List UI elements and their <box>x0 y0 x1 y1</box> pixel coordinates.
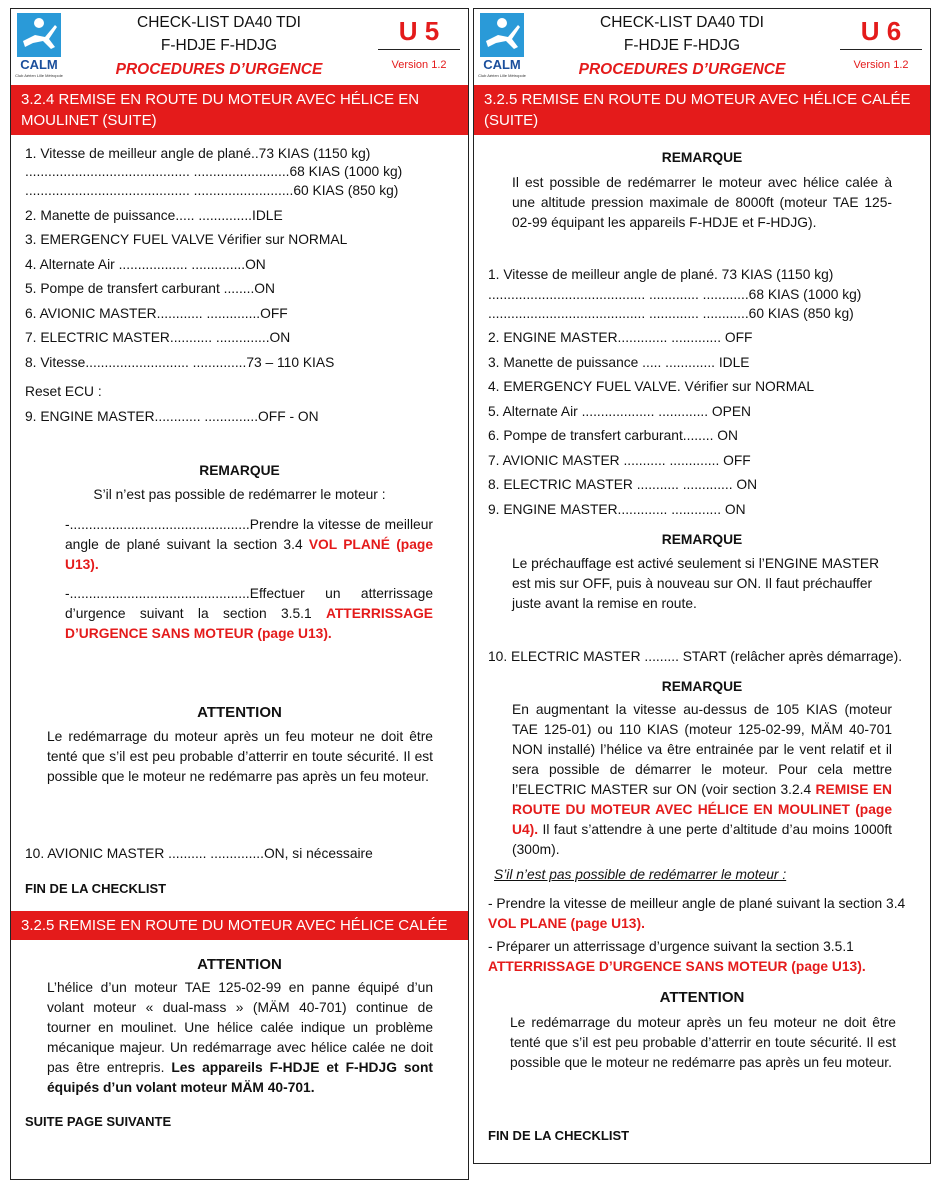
checklist-page-u5 <box>10 8 469 1180</box>
title-line-1: CHECK-LIST DA40 TDI <box>600 14 764 31</box>
remarque-title: REMARQUE <box>199 463 280 478</box>
remarque-title: REMARQUE <box>661 532 743 547</box>
remarque-bullet-2: -...............................................Effectuer un atterrissage d’urgence suivant la section 3.5.1 ATTERRISSAGE D’URGENCE SANS MOTEUR (page U13). <box>65 586 433 641</box>
no-restart-step-2: - Préparer un atterrissage d’urgence suivant la section 3.5.1 ATTERRISSAGE D’URGENCE SANS MOTEUR (page U13). <box>488 939 866 974</box>
checklist-item: 6. Pompe de transfert carburant........ ON <box>488 428 738 443</box>
no-restart-heading: S’il n’est pas possible de redémarrer le moteur : <box>494 867 787 882</box>
checklist-item: 7. ELECTRIC MASTER........... ..............ON <box>25 330 291 345</box>
checklist-item: 2. ENGINE MASTER............. ............. OFF <box>488 330 753 345</box>
remarque-title: REMARQUE <box>661 150 743 165</box>
checklist-item: 4. Alternate Air .................. ..............ON <box>25 257 266 272</box>
page-header <box>474 9 930 84</box>
remarque-text: En augmentant la vitesse au-dessus de 105 KIAS (moteur TAE 125-01) ou 110 KIAS (moteur 125-02-99, MÄM 40-701 NON installé) l’hélice va être entrainée par le vent relatif et il sera possible de démarrer le moteur. Pour cela mettre l’ELECTRIC MASTER sur ON (voir section 3.2.4 REMISE EN ROUTE DU MOTEUR AVEC HÉLICE EN MOULINET (page U4). Il faut s’attendre à une perte d’altitude d’au moins 1000ft (300m). <box>512 702 892 857</box>
page-header <box>11 9 468 84</box>
version-label: Version 1.2 <box>853 59 909 71</box>
checklist-item: ........................................... .........................68 KIAS (1000 kg) <box>25 164 403 179</box>
checklist-item: 3. EMERGENCY FUEL VALVE Vérifier sur NORMAL <box>25 232 348 247</box>
calm-logo-icon <box>15 11 63 81</box>
checklist-item: 5. Pompe de transfert carburant ........ON <box>25 281 275 296</box>
checklist-item: 4. EMERGENCY FUEL VALVE. Vérifier sur NORMAL <box>488 379 815 394</box>
checklist-item: 10. AVIONIC MASTER .......... ..............ON, si nécessaire <box>25 846 373 861</box>
attention-title: ATTENTION <box>197 956 282 973</box>
section-title-bar: 3.2.5 REMISE EN ROUTE DU MOTEUR AVEC HÉLICE CALÉE <box>11 911 468 940</box>
attention-text: L’hélice d’un moteur TAE 125-02-99 en panne équipé d’un volant moteur « dual-mass » (MÄM 40-701) continue de tourner en moulinet. Une hélice calée indique un problème mécanique majeur. Un redémarrage avec hélice calée ne doit pas être entrepris. Les appareils F-HDJE et F-HDJG sont équipés d’un volant moteur MÄM 40-701. <box>47 980 433 1095</box>
remarque-text: Le préchauffage est activé seulement si l’ENGINE MASTER est mis sur OFF, puis à nouveau sur ON. Il faut préchauffer juste avant la remise en route. <box>512 556 880 611</box>
attention-text: Le redémarrage du moteur après un feu moteur ne doit être tenté que s’il est peu probable d’atterrir en toute sécurité. Il est possible que le moteur ne redémarre pas après un feu moteur. <box>47 729 433 784</box>
no-restart-step-1: - Prendre la vitesse de meilleur angle de plané suivant la section 3.4 VOL PLANE (page U13). <box>488 896 906 931</box>
checklist-item: 3. Manette de puissance ..... ............. IDLE <box>488 355 750 370</box>
page-code: U 6 <box>840 13 922 50</box>
end-of-checklist: FIN DE LA CHECKLIST <box>488 1128 630 1143</box>
title-line-2: F-HDJE F-HDJG <box>160 37 278 54</box>
checklist-item: 2. Manette de puissance..... ..............IDLE <box>25 208 283 223</box>
attention-title: ATTENTION <box>197 704 282 721</box>
checklist-item: 7. AVIONIC MASTER ........... ............. OFF <box>488 453 751 468</box>
checklist-item: 1. Vitesse de meilleur angle de plané..73 KIAS (1150 kg) <box>25 146 371 161</box>
attention-title: ATTENTION <box>659 989 745 1006</box>
checklist-item: 8. Vitesse........................... ..............73 – 110 KIAS <box>25 355 335 370</box>
remarque-bullet-1: -...............................................Prendre la vitesse de meilleur angle de plané suivant la section 3.4 VOL PLANÉ (page U13). <box>65 517 433 572</box>
checklist-item: 10. ELECTRIC MASTER ......... START (relâcher après démarrage). <box>488 649 903 664</box>
checklist-item: ......................................... ............. ............68 KIAS (1000 kg) <box>488 287 862 302</box>
end-of-checklist: FIN DE LA CHECKLIST <box>25 881 167 896</box>
checklist-item: ........................................... ..........................60 KIAS (850 kg) <box>25 183 399 198</box>
checklist-item: 1. Vitesse de meilleur angle de plané. 73 KIAS (1150 kg) <box>488 267 834 282</box>
svg-text:Club Aérien Lille Métropole: Club Aérien Lille Métropole <box>478 73 526 78</box>
remarque-title: REMARQUE <box>661 679 743 694</box>
checklist-item: 9. ENGINE MASTER............ ..............OFF - ON <box>25 409 319 424</box>
reset-ecu-label: Reset ECU : <box>25 384 102 399</box>
checklist-item: 6. AVIONIC MASTER............ ..............OFF <box>25 306 288 321</box>
section-title-bar: 3.2.4 REMISE EN ROUTE DU MOTEUR AVEC HÉLICE EN MOULINET (SUITE) <box>11 85 468 135</box>
remarque-text: Il est possible de redémarrer le moteur avec hélice calée à une altitude pression maximale de 8000ft (moteur TAE 125-02-99 équipant les appareils F-HDJE et F-HDJG). <box>512 175 892 230</box>
svg-text:Club Aérien Lille Métropole: Club Aérien Lille Métropole <box>15 73 63 78</box>
checklist-item: 5. Alternate Air ................... ............. OPEN <box>488 404 751 419</box>
remarque-intro: S’il n’est pas possible de redémarrer le moteur : <box>93 487 386 502</box>
title-line-3: PROCEDURES D’URGENCE <box>115 61 323 78</box>
checklist-item: 8. ELECTRIC MASTER ........... ............. ON <box>488 477 758 492</box>
checklist-page-u6 <box>473 8 931 1164</box>
calm-logo-icon <box>478 11 526 81</box>
title-line-2: F-HDJE F-HDJG <box>623 37 741 54</box>
svg-text:CALM: CALM <box>483 57 521 72</box>
section-title-bar: 3.2.5 REMISE EN ROUTE DU MOTEUR AVEC HÉLICE CALÉE (SUITE) <box>474 85 930 135</box>
title-line-1: CHECK-LIST DA40 TDI <box>137 14 301 31</box>
continued-next-page: SUITE PAGE SUIVANTE <box>25 1114 172 1129</box>
title-line-3: PROCEDURES D’URGENCE <box>578 61 786 78</box>
attention-text: Le redémarrage du moteur après un feu moteur ne doit être tenté que s’il est peu probable d’atterrir en toute sécurité. Il est possible que le moteur ne redémarre pas après un feu moteur. <box>510 1015 896 1070</box>
svg-text:CALM: CALM <box>20 57 58 72</box>
page-code: U 5 <box>378 13 460 50</box>
version-label: Version 1.2 <box>391 59 447 71</box>
checklist-item: 9. ENGINE MASTER............. ............. ON <box>488 502 746 517</box>
checklist-item: ......................................... ............. ............60 KIAS (850 kg) <box>488 306 854 321</box>
